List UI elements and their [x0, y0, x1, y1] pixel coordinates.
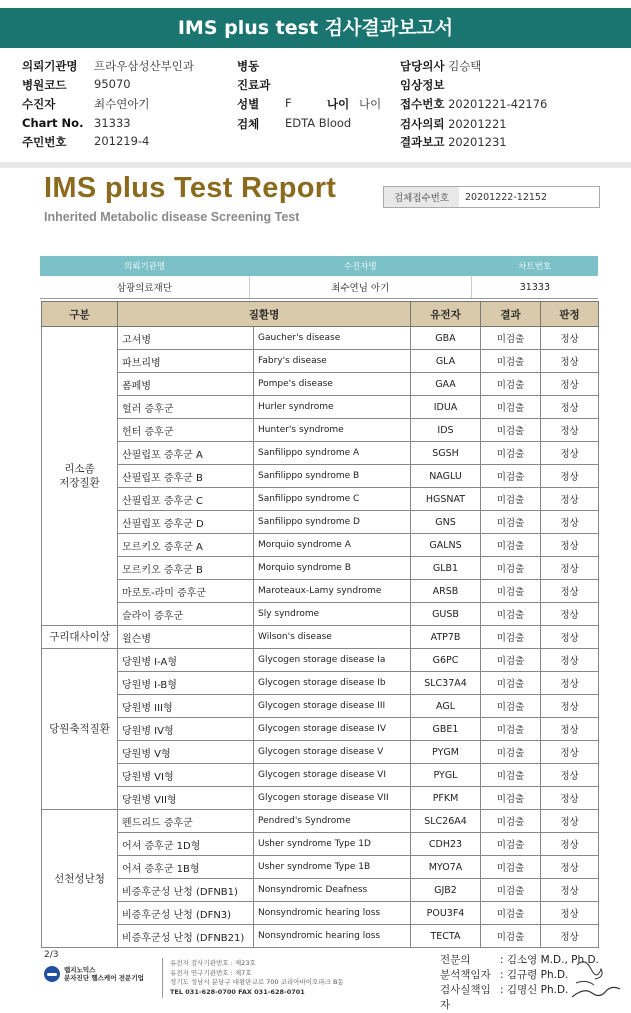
gene-cell: GLB1	[411, 557, 481, 580]
disease-name-kr: 당원병 I-A형	[118, 649, 254, 672]
table-row	[42, 741, 599, 764]
disease-name-kr: 당원병 VII형	[118, 787, 254, 810]
patient-header	[0, 52, 631, 162]
group-name: 당원축적질환	[42, 649, 118, 810]
disease-name-en: Usher syndrome Type 1D	[254, 833, 411, 856]
disease-name-kr: 당원병 IV형	[118, 718, 254, 741]
verdict-cell: 정상	[541, 557, 599, 580]
col-header-verdict: 판정	[541, 302, 599, 327]
result-cell: 미검출	[481, 902, 541, 925]
result-cell: 미검출	[481, 557, 541, 580]
result-cell: 미검출	[481, 327, 541, 350]
result-cell: 미검출	[481, 373, 541, 396]
table-row	[42, 718, 599, 741]
disease-name-kr: 비증후군성 난청 (DFN3)	[118, 902, 254, 925]
disease-name-en: Hurler syndrome	[254, 396, 411, 419]
request-date-label: 검사의뢰	[400, 117, 445, 131]
department-label: 진료과	[237, 78, 271, 92]
disease-name-en: Morquio syndrome A	[254, 534, 411, 557]
disease-name-en: Usher syndrome Type 1B	[254, 856, 411, 879]
verdict-cell: 정상	[541, 764, 599, 787]
gene-cell: AGL	[411, 695, 481, 718]
gene-cell: HGSNAT	[411, 488, 481, 511]
result-cell: 미검출	[481, 626, 541, 649]
lab-line: 경기도 성남시 분당구 대왕판교로 700 코리아바이오파크 B동	[170, 978, 344, 986]
gene-cell: IDUA	[411, 396, 481, 419]
table-row	[42, 603, 599, 626]
col-header-disease: 질환명	[118, 302, 411, 327]
disease-name-kr: 파브리병	[118, 350, 254, 373]
signer-role: 분석책임자	[440, 969, 491, 981]
verdict-cell: 정상	[541, 511, 599, 534]
specimen-number-label: 검체접수번호	[384, 187, 459, 207]
signer-role: 검사실책임자	[440, 984, 491, 1011]
table-row	[42, 557, 599, 580]
table-row	[42, 810, 599, 833]
specimen-number-value: 20201222-12152	[465, 191, 548, 203]
gene-cell: NAGLU	[411, 465, 481, 488]
disease-name-kr: 산필립포 증후군 C	[118, 488, 254, 511]
disease-name-kr: 모르키오 증후군 B	[118, 557, 254, 580]
result-cell: 미검출	[481, 580, 541, 603]
gene-cell: G6PC	[411, 649, 481, 672]
disease-name-en: Sanfilippo syndrome D	[254, 511, 411, 534]
table-row	[42, 649, 599, 672]
results-body	[42, 327, 599, 948]
company-logo	[44, 966, 144, 982]
institution-label: 의뢰기관명	[22, 59, 78, 73]
sex-value: F	[285, 96, 292, 110]
report-date-value: 20201231	[448, 135, 507, 149]
gene-cell: GBA	[411, 327, 481, 350]
receipt-no-label: 접수번호	[400, 97, 445, 111]
sex-label: 성별	[237, 97, 260, 111]
verdict-cell: 정상	[541, 833, 599, 856]
info-header-institution: 의뢰기관명	[40, 256, 249, 276]
chart-no-label: Chart No.	[22, 116, 84, 130]
disease-name-kr: 산필립포 증후군 B	[118, 465, 254, 488]
disease-name-en: Nonsyndromic hearing loss	[254, 925, 411, 948]
disease-name-en: Sanfilippo syndrome B	[254, 465, 411, 488]
clinical-info-label: 임상정보	[400, 78, 445, 92]
disease-name-en: Hunter's syndrome	[254, 419, 411, 442]
table-row	[42, 626, 599, 649]
gene-cell: PYGM	[411, 741, 481, 764]
disease-name-kr: 윌슨병	[118, 626, 254, 649]
disease-name-kr: 어셔 증후군 1B형	[118, 856, 254, 879]
col-header-category: 구분	[42, 302, 118, 327]
gene-cell: GALNS	[411, 534, 481, 557]
disease-name-en: Morquio syndrome B	[254, 557, 411, 580]
result-cell: 미검출	[481, 488, 541, 511]
verdict-cell: 정상	[541, 580, 599, 603]
table-row	[42, 327, 599, 350]
gene-cell: PYGL	[411, 764, 481, 787]
group-name: 구리대사이상	[42, 626, 118, 649]
verdict-cell: 정상	[541, 488, 599, 511]
disease-name-kr: 당원병 VI형	[118, 764, 254, 787]
logo-line-1: 랩지노믹스	[64, 966, 96, 974]
disease-name-kr: 고셔병	[118, 327, 254, 350]
disease-name-kr: 당원병 III형	[118, 695, 254, 718]
disease-name-kr: 펜드리드 증후군	[118, 810, 254, 833]
disease-name-en: Sly syndrome	[254, 603, 411, 626]
report-date-label: 결과보고	[400, 135, 445, 149]
disease-name-en: Gaucher's disease	[254, 327, 411, 350]
lab-line: 유전자 연구기관번호 : 제7호	[170, 968, 252, 977]
disease-name-kr: 어셔 증후군 1D형	[118, 833, 254, 856]
disease-name-kr: 모르키오 증후군 A	[118, 534, 254, 557]
table-row	[42, 442, 599, 465]
disease-name-kr: 헐러 증후군	[118, 396, 254, 419]
gene-cell: GUSB	[411, 603, 481, 626]
result-cell: 미검출	[481, 810, 541, 833]
verdict-cell: 정상	[541, 902, 599, 925]
verdict-cell: 정상	[541, 879, 599, 902]
gene-cell: MYO7A	[411, 856, 481, 879]
verdict-cell: 정상	[541, 626, 599, 649]
disease-name-kr: 슬라이 증후군	[118, 603, 254, 626]
ward-label: 병동	[237, 59, 260, 73]
signer-name: : 김명신 Ph.D.	[500, 984, 569, 996]
signer-role: 전문의	[440, 954, 471, 966]
verdict-cell: 정상	[541, 373, 599, 396]
table-row	[42, 695, 599, 718]
recipient-label: 수진자	[22, 97, 56, 111]
result-cell: 미검출	[481, 534, 541, 557]
signer-name: : 김규령 Ph.D.	[500, 969, 569, 981]
verdict-cell: 정상	[541, 442, 599, 465]
table-row	[42, 396, 599, 419]
disease-name-kr: 헌터 증후군	[118, 419, 254, 442]
result-cell: 미검출	[481, 396, 541, 419]
gene-cell: GBE1	[411, 718, 481, 741]
report-subtitle: Inherited Metabolic disease Screening Test	[44, 210, 300, 224]
verdict-cell: 정상	[541, 672, 599, 695]
gene-cell: IDS	[411, 419, 481, 442]
result-cell: 미검출	[481, 672, 541, 695]
table-row	[42, 511, 599, 534]
result-cell: 미검출	[481, 465, 541, 488]
table-row	[42, 465, 599, 488]
verdict-cell: 정상	[541, 810, 599, 833]
disease-name-en: Glycogen storage disease III	[254, 695, 411, 718]
verdict-cell: 정상	[541, 465, 599, 488]
hospital-code-value: 95070	[94, 77, 131, 91]
logo-text	[64, 966, 144, 982]
table-row	[42, 902, 599, 925]
disease-name-en: Glycogen storage disease VII	[254, 787, 411, 810]
disease-name-kr: 마로토-라미 증후군	[118, 580, 254, 603]
disease-name-en: Fabry's disease	[254, 350, 411, 373]
gene-cell: SLC26A4	[411, 810, 481, 833]
logo-mark-icon	[44, 966, 60, 982]
verdict-cell: 정상	[541, 787, 599, 810]
info-patient: 최수연님 아기	[249, 276, 471, 299]
gene-cell: GAA	[411, 373, 481, 396]
gene-cell: TECTA	[411, 925, 481, 948]
verdict-cell: 정상	[541, 327, 599, 350]
report-banner-title: IMS plus test 검사결과보고서	[0, 8, 631, 48]
age-value: 나이	[359, 97, 382, 111]
doctor-label: 담당의사	[400, 59, 445, 73]
gene-cell: POU3F4	[411, 902, 481, 925]
gene-cell: GJB2	[411, 879, 481, 902]
result-cell: 미검출	[481, 741, 541, 764]
result-cell: 미검출	[481, 879, 541, 902]
result-cell: 미검출	[481, 787, 541, 810]
disease-name-en: Wilson's disease	[254, 626, 411, 649]
result-cell: 미검출	[481, 764, 541, 787]
chart-no-value: 31333	[94, 116, 131, 130]
table-row	[42, 350, 599, 373]
table-row	[42, 764, 599, 787]
group-name: 선천성난청	[42, 810, 118, 948]
verdict-cell: 정상	[541, 534, 599, 557]
result-cell: 미검출	[481, 718, 541, 741]
gene-cell: ARSB	[411, 580, 481, 603]
disease-name-en: Sanfilippo syndrome A	[254, 442, 411, 465]
disease-name-kr: 산필립포 증후군 A	[118, 442, 254, 465]
report-title: IMS plus Test Report	[44, 172, 337, 204]
disease-name-kr: 폼페병	[118, 373, 254, 396]
disease-name-en: Sanfilippo syndrome C	[254, 488, 411, 511]
table-row	[42, 419, 599, 442]
specimen-value: EDTA Blood	[285, 116, 352, 130]
recipient-value: 최수연아기	[94, 97, 150, 111]
gene-cell: PFKM	[411, 787, 481, 810]
disease-name-en: Glycogen storage disease V	[254, 741, 411, 764]
gene-cell: CDH23	[411, 833, 481, 856]
table-row	[42, 879, 599, 902]
verdict-cell: 정상	[541, 396, 599, 419]
info-header-chart: 차트번호	[471, 256, 598, 276]
lab-line: TEL 031-628-0700 FAX 031-628-0701	[170, 987, 305, 996]
signature-scribble	[572, 955, 622, 1000]
result-cell: 미검출	[481, 419, 541, 442]
result-cell: 미검출	[481, 603, 541, 626]
info-header-patient: 수진자명	[249, 256, 471, 276]
table-row	[42, 373, 599, 396]
disease-name-en: Glycogen storage disease IV	[254, 718, 411, 741]
verdict-cell: 정상	[541, 718, 599, 741]
gene-cell: ATP7B	[411, 626, 481, 649]
disease-name-kr: 비증후군성 난청 (DFNB21)	[118, 925, 254, 948]
col-header-gene: 유전자	[411, 302, 481, 327]
verdict-cell: 정상	[541, 741, 599, 764]
institution-value: 프라우삼성산부인과	[94, 59, 194, 73]
col-header-result: 결과	[481, 302, 541, 327]
gene-cell: GNS	[411, 511, 481, 534]
result-cell: 미검출	[481, 856, 541, 879]
disease-name-en: Nonsyndromic hearing loss	[254, 902, 411, 925]
info-institution: 삼광의료재단	[40, 276, 249, 299]
group-name: 리소좀 저장질환	[42, 327, 118, 626]
disease-name-en: Glycogen storage disease VI	[254, 764, 411, 787]
disease-name-kr: 당원병 V형	[118, 741, 254, 764]
verdict-cell: 정상	[541, 856, 599, 879]
disease-name-kr: 당원병 I-B형	[118, 672, 254, 695]
result-cell: 미검출	[481, 350, 541, 373]
verdict-cell: 정상	[541, 925, 599, 948]
hospital-code-label: 병원코드	[22, 78, 67, 92]
receipt-no-value: 20201221-42176	[448, 97, 548, 111]
signer-name: : 김소영 M.D., Ph.D.	[500, 954, 599, 966]
gene-cell: SLC37A4	[411, 672, 481, 695]
verdict-cell: 정상	[541, 695, 599, 718]
footer-divider	[162, 958, 163, 998]
result-cell: 미검출	[481, 833, 541, 856]
lab-info	[170, 959, 344, 997]
request-date-value: 20201221	[448, 117, 507, 131]
info-chart: 31333	[471, 276, 598, 299]
table-row	[42, 833, 599, 856]
disease-name-en: Pendred's Syndrome	[254, 810, 411, 833]
resident-no-value: 201219-4	[94, 134, 150, 148]
gene-cell: SGSH	[411, 442, 481, 465]
verdict-cell: 정상	[541, 419, 599, 442]
table-row	[42, 534, 599, 557]
disease-name-en: Glycogen storage disease Ib	[254, 672, 411, 695]
verdict-cell: 정상	[541, 350, 599, 373]
result-cell: 미검출	[481, 511, 541, 534]
resident-no-label: 주민번호	[22, 135, 67, 149]
table-row	[42, 787, 599, 810]
age-label: 나이	[327, 97, 350, 111]
page-number: 2/3	[44, 950, 59, 960]
disease-name-en: Pompe's disease	[254, 373, 411, 396]
verdict-cell: 정상	[541, 649, 599, 672]
table-row	[42, 925, 599, 948]
result-cell: 미검출	[481, 649, 541, 672]
specimen-number-box	[383, 186, 600, 208]
result-cell: 미검출	[481, 925, 541, 948]
lab-line: 유전자 검사기관번호 : 제23호	[170, 959, 256, 967]
disease-name-en: Glycogen storage disease Ia	[254, 649, 411, 672]
logo-line-2: 분자진단 헬스케어 전문기업	[64, 974, 144, 982]
patient-info-table	[40, 256, 598, 299]
gene-cell: GLA	[411, 350, 481, 373]
disease-name-kr: 산필립포 증후군 D	[118, 511, 254, 534]
table-row	[42, 580, 599, 603]
results-table	[41, 301, 599, 948]
result-cell: 미검출	[481, 442, 541, 465]
result-cell: 미검출	[481, 695, 541, 718]
verdict-cell: 정상	[541, 603, 599, 626]
table-row	[42, 856, 599, 879]
specimen-label: 검체	[237, 117, 260, 131]
doctor-value: 김승택	[448, 59, 482, 73]
disease-name-en: Maroteaux-Lamy syndrome	[254, 580, 411, 603]
disease-name-kr: 비증후군성 난청 (DFNB1)	[118, 879, 254, 902]
table-row	[42, 672, 599, 695]
disease-name-en: Nonsyndromic Deafness	[254, 879, 411, 902]
table-row	[42, 488, 599, 511]
